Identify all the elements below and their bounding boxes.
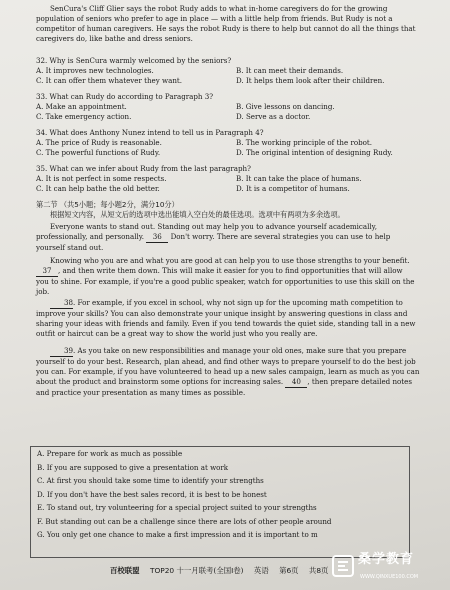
paragraph-line: yourself stand out. — [36, 243, 104, 252]
option-c: C. Take emergency action. — [36, 112, 132, 121]
options-box — [30, 446, 410, 558]
passage-line: population of seniors who prefer to age in place — with a little help from friends. But Rudy is not a — [36, 14, 393, 23]
paragraph-line: improve your skills? You can also demonstrate your unique insight by answering questions in class and — [36, 309, 408, 318]
paragraph-3 — [36, 298, 420, 339]
logo-icon — [332, 555, 354, 577]
paragraph-text: Don't worry. There are several strategies you can use to help — [170, 232, 391, 241]
paragraph-line: outfit or haircut can be a great way to show the world just who you really are. — [36, 329, 318, 338]
option-b: B. Give lessons on dancing. — [236, 102, 335, 111]
footer-exam: TOP20 十一月联考(全国Ⅰ卷) — [149, 566, 244, 575]
blank-38: 38 — [50, 298, 73, 309]
option-b: B. It can meet their demands. — [236, 66, 344, 75]
blank-37: 37 — [36, 266, 58, 277]
passage-line: SenCura's Cliff Glier says the robot Rudy adds to what in-home caregivers do for the growing — [50, 4, 388, 13]
option-row-a: A. Prepare for work as much as possible — [37, 449, 183, 458]
paragraph-line: yourself to do your best. Research, plan ahead, and find other ways to prepare yourself to do the best job — [36, 357, 416, 366]
blank-36: 36 — [146, 232, 168, 243]
passage-line: caregivers do, like bathe and dress seniors. — [36, 34, 193, 43]
paragraph-line: Everyone wants to stand out. Standing out may help you to advance yourself academically, — [50, 222, 377, 231]
paragraph-4 — [36, 346, 420, 398]
paragraph-text: , then prepare detailed notes — [307, 377, 412, 386]
blank-39: 39 — [50, 346, 73, 357]
footer-brand: 百校联盟 — [110, 566, 140, 575]
option-b: B. The working principle of the robot. — [236, 138, 373, 147]
paragraph-line: Knowing who you are and what you are good at can help you to use those strengths to your benefit. — [50, 256, 410, 265]
option-row-e: E. To stand out, try volunteering for a special project suited to your strengths — [37, 503, 317, 512]
option-row-b: B. If you are supposed to give a presentation at work — [37, 462, 229, 472]
option-c: C. It can offer them whatever they want. — [36, 76, 182, 85]
watermark-logo — [332, 553, 444, 583]
option-row-d: D. If you don't have the best sales record, it is best to be honest — [37, 489, 267, 499]
logo-url: WWW.QINXUE100.COM — [360, 574, 419, 580]
question-35 — [36, 164, 420, 194]
option-c: C. It can help bathe the old better. — [36, 184, 160, 193]
paragraph-line: you to shine. For example, if you're a good public speaker, watch for opportunities to use this skill on the — [36, 277, 415, 286]
paragraph-line: you can. For example, if you have volunteered to head up a new sales campaign, learn as much as you can — [36, 367, 420, 376]
option-c: C. The powerful functions of Rudy. — [36, 148, 161, 157]
paragraph-text: professionally, and personally. — [36, 232, 145, 241]
option-a: A. It improves new technologies. — [36, 66, 154, 75]
paragraph-1 — [36, 222, 420, 253]
option-a: A. It is not perfect in some respects. — [36, 174, 167, 183]
question-34 — [36, 128, 420, 158]
question-stem: 32. Why is SenCura warmly welcomed by the seniors? — [36, 56, 232, 65]
paragraph-text: . For example, if you excel in school, why not sign up for the upcoming math competition to — [73, 298, 403, 307]
option-a: A. The price of Rudy is reasonable. — [36, 138, 162, 147]
option-a: A. Make an appointment. — [36, 102, 127, 111]
option-d: D. It is a competitor of humans. — [236, 184, 350, 193]
section-instruction: 根据短文内容，从短文后的选项中选出能填入空白处的最佳选项。选项中有两项为多余选项。 — [50, 210, 345, 219]
paragraph-line: sharing your ideas with friends and family. Even if you tend towards the quiet side, standing tall in a new — [36, 319, 416, 328]
question-stem: 35. What can we infer about Rudy from the last paragraph? — [36, 164, 251, 173]
passage-line: competitor of human caregivers. He says the robot Rudy is there to help but cannot do all the things that — [36, 24, 416, 33]
section-title: 第二节 （共5小题；每小题2分，满分10分） — [36, 200, 179, 209]
question-33 — [36, 92, 420, 122]
question-stem: 34. What does Anthony Nunez intend to tell us in Paragraph 4? — [36, 128, 264, 137]
option-d: D. The original intention of designing Rudy. — [236, 148, 393, 157]
paragraph-text: about the product and brainstorm some options for increasing sales. — [36, 377, 284, 386]
logo-name: 桑学教育 — [358, 552, 415, 567]
question-32 — [36, 56, 420, 86]
footer-subject: 英语 — [253, 566, 269, 575]
question-stem: 33. What can Rudy do according to Paragraph 3? — [36, 92, 214, 101]
paragraph-line: job. — [36, 287, 50, 296]
section-header — [36, 200, 420, 220]
paragraph-line: and practice your presentation as many times as possible. — [36, 388, 246, 397]
footer-total: 共8页 — [308, 566, 329, 575]
option-row-f: F. But standing out can be a challenge since there are lots of other people around — [37, 516, 332, 526]
option-b: B. It can take the place of humans. — [236, 174, 362, 183]
option-d: D. It helps them look after their children. — [236, 76, 385, 85]
paragraph-text: , and then write them down. This will make it easier for you to find opportunities that will allow — [58, 266, 403, 275]
option-row-g: G. You only get one chance to make a first impression and it is important to m — [37, 530, 318, 539]
page-footer — [110, 566, 336, 576]
blank-40: 40 — [285, 377, 307, 388]
passage-tail — [36, 4, 420, 44]
paragraph-2 — [36, 256, 420, 297]
option-row-c: C. At first you should take some time to identify your strengths — [37, 476, 264, 485]
option-d: D. Serve as a doctor. — [236, 112, 311, 121]
footer-page: 第6页 — [279, 566, 299, 575]
paragraph-text: . As you take on new responsibilities and manage your old ones, make sure that you prepare — [73, 346, 407, 355]
